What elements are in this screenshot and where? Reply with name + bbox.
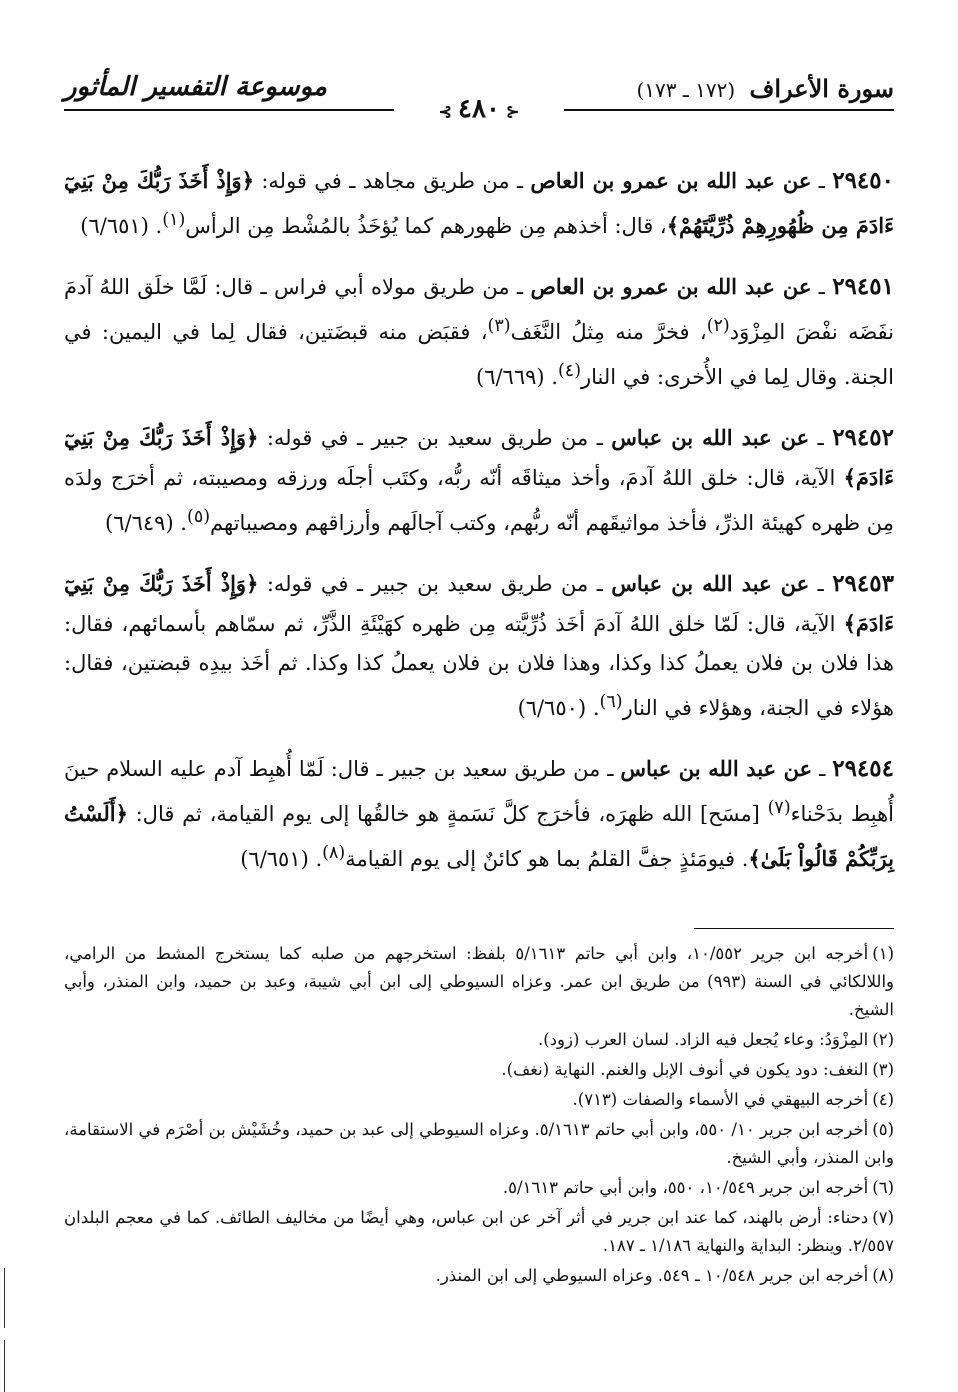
hadith-entry (64, 267, 894, 397)
footnote-divider (694, 928, 894, 929)
page-header (64, 66, 894, 130)
footnote-label: (٨) (872, 1266, 894, 1285)
entry-text: [مسَح] الله ظهرَه، فأخرَج كلَّ نَسَمةٍ هو خالقُها إلى يوم القيامة، ثم قال: (127, 802, 768, 826)
footnote-ref[interactable]: (٢) (706, 316, 730, 336)
entry-text: ـ من طريق مجاهد ـ في قوله: (254, 169, 531, 193)
footnote-text: أخرجه ابن جرير ١٠/٥٥٢، وابن أبي حاتم ٥/١٦١٣ بلفظ: استخرجهم من صلبه كما يستخرج المشط من الرامي، واللالكائي في السنة (٩٩٣) من طريق ابن عمر. وعزاه السيوطي إلى ابن أبي شيبة، وعبد بن حميد، وابن المنذر، وأبي الشيخ. (64, 944, 894, 1019)
footnote-label: (٢) (872, 1030, 894, 1049)
footnote-label: (٤) (872, 1090, 894, 1109)
footnote (64, 1116, 894, 1172)
footnote-ref[interactable]: (٤) (557, 361, 582, 381)
entry-text: ـ من طريق سعيد بن جبير ـ قال: لَمّا أُهبِط آدم عليه السلام حينَ أُهبِط بدَحْناء (64, 757, 894, 826)
entry-text: ـ من طريق مولاه أبي فراس ـ قال: لَمَّا خلَق اللهُ آدمَ نفَضَه نفْضَ المِزْوَد (64, 275, 895, 344)
entry-narrator: عن عبد الله بن عباس (611, 425, 810, 450)
entry-text: الآية، قال: لَمّا خلق اللهُ آدمَ أخَذ ذُرِّيَّته مِن ظهره كهَيْئَةِ الذَّرِّ، ثم سمّاهم بأسمائهم، فقال: هذا فلان بن فلان يعملُ كذا وكذا، وهذا فلان بن فلان يعملُ كذا وكذا. ثم أخَذ بيدِه قبضتين، فقال: هؤلاء في الجنة، وهؤلاء في النار (64, 612, 894, 720)
entry-source: . (٦/٦٦٩) (476, 365, 558, 389)
entry-text: . فيومَئذٍ جفَّ القلمُ بما هو كائنٌ إلى يوم القيامة (345, 847, 749, 871)
footnote-ref[interactable]: (٥) (186, 507, 211, 527)
footnote (64, 1262, 894, 1290)
footnote (64, 1204, 894, 1260)
entry-dash: ـ (811, 169, 833, 193)
hadith-entry (64, 749, 894, 879)
book-title: موسوعة التفسير المأثور (64, 72, 327, 102)
footnote-ref[interactable]: (١) (162, 210, 186, 230)
footnote (64, 1026, 894, 1054)
footnote-ref[interactable]: (٣) (487, 316, 511, 336)
footnote (64, 1174, 894, 1202)
footnote-text: النغف: دود يكون في أنوف الإبل والغنم. النهاية (نغف). (501, 1060, 869, 1079)
footnote-text: أخرجه ابن جرير ١٠/ ٥٥٠، وابن أبي حاتم ٥/١٦١٣. وعزاه السيوطي إلى عبد بن حميد، وخُشَيْش بن أصْرَم في الاستقامة، وابن المنذر، وأبي الشيخ. (64, 1120, 894, 1167)
entry-text: ، فقبَض منه قبضَتين، فقال لِما في اليمين: في الجنة. وقال لِما في الأُخرى: في النار (64, 320, 894, 389)
footnote-ref[interactable]: (٧) (767, 798, 791, 818)
footnote-label: (٧) (872, 1208, 894, 1227)
entry-narrator: عن عبد الله بن عباس (620, 756, 813, 781)
footnote-ref[interactable]: (٨) (322, 843, 346, 863)
footnote-label: (٣) (872, 1060, 894, 1079)
entry-text: ، فخرَّ منه مِثلُ النَّغَف (510, 320, 707, 344)
footnote-text: المِزْوَدُ: وعاء يُجعل فيه الزاد. لسان العرب (زود). (538, 1030, 869, 1049)
entry-text: الآية، قال: خلق اللهُ آدمَ، وأخذ ميثاقَه أنّه ربُّه، وكتَب أجلَه ورزقه ومصيبته، ثم أخرَج ولدَه مِن ظهره كهيئة الذرِّ، فأخذ مواثيقَهم أنّه ربُّهم، وكتب آجالَهم وأرزاقهم ومصيباتهم (64, 466, 894, 535)
entry-source: . (٦/٦٥٠) (517, 696, 600, 720)
ornament-right-icon: ⊰ (505, 102, 520, 121)
entry-source: . (٦/٦٥١) (240, 847, 323, 871)
footnote-text: دحناء: أرض بالهند، كما عند ابن جرير في أثر آخر عن ابن عباس، وهي أيضًا من مخاليف الطائف. كما في معجم البلدان ٢/٥٥٧. وينظر: البداية والنهاية ١/١٨٦ ـ ١٨٧. (64, 1208, 894, 1255)
footnote (64, 940, 894, 1024)
footnote-text: أخرجه ابن جرير ١٠/٥٤٨ ـ ٥٤٩. وعزاه السيوطي إلى ابن المنذر. (435, 1266, 869, 1285)
surah-name: سورة الأعراف (749, 74, 894, 103)
footnote-text: أخرجه ابن جرير ١٠/٥٤٩، ٥٥٠، وابن أبي حاتم ٥/١٦١٣. (502, 1178, 869, 1197)
entry-dash: ـ (809, 426, 833, 450)
footnote (64, 1056, 894, 1084)
ornament-left-icon: ⊱ (438, 102, 453, 121)
header-rule-left (64, 109, 394, 111)
entry-number: ٢٩٤٥٤ (832, 755, 894, 782)
entry-text: ـ من طريق سعيد بن جبير ـ في قوله: (258, 426, 612, 450)
entry-text: ، قال: أخذهم مِن ظهورهم كما يُؤخَذُ بالمُشْط مِن الرأس (185, 214, 667, 238)
page-number-value: ٤٨٠ (458, 94, 500, 124)
footnotes (64, 940, 894, 1292)
entry-source: . (٦/٦٥١) (80, 214, 163, 238)
main-text (64, 140, 894, 889)
entry-narrator: عن عبد الله بن عمرو بن العاص (530, 274, 812, 299)
entry-number: ٢٩٤٥٠ (832, 167, 894, 194)
entry-dash: ـ (812, 757, 833, 781)
footnote (64, 1086, 894, 1114)
hadith-entry (64, 161, 894, 246)
entry-narrator: عن عبد الله بن عباس (611, 571, 810, 596)
entry-narrator: عن عبد الله بن عمرو بن العاص (530, 168, 812, 193)
scan-edge-line (4, 1268, 5, 1328)
hadith-entry (64, 564, 894, 728)
quran-verse: ﴿أَلَسْتُ بِرَبِّكُمْ قَالُواْ بَلَىٰ﴾ (64, 801, 894, 871)
entry-number: ٢٩٤٥٣ (832, 570, 894, 597)
footnote-label: (١) (872, 944, 895, 963)
entry-number: ٢٩٤٥٢ (832, 424, 894, 451)
entry-number: ٢٩٤٥١ (832, 273, 894, 300)
quran-verse: ﴿وَإِذْ أَخَذَ رَبُّكَ مِنْ بَنِيٓ ءَادَمَ مِن ظُهُورِهِمْ ذُرِّيَّتَهُمْ﴾ (64, 168, 894, 238)
entry-dash: ـ (811, 275, 833, 299)
footnote-ref[interactable]: (٦) (599, 692, 623, 712)
entry-source: . (٦/٦٤٩) (105, 511, 187, 535)
hadith-entry (64, 418, 894, 543)
quran-verse: ﴿وَإِذْ أَخَذَ رَبُّكَ مِنْ بَنِيٓ ءَادَمَ﴾ (64, 571, 894, 636)
footnote-text: أخرجه البيهقي في الأسماء والصفات (٧١٣). (572, 1090, 869, 1109)
scan-edge-line (4, 1340, 5, 1392)
entry-dash: ـ (809, 572, 833, 596)
quran-verse: ﴿وَإِذْ أَخَذَ رَبُّكَ مِنْ بَنِيٓ ءَادَمَ﴾ (64, 425, 894, 490)
footnote-label: (٦) (872, 1178, 894, 1197)
entry-text: ـ من طريق سعيد بن جبير ـ في قوله: (258, 572, 612, 596)
footnote-label: (٥) (872, 1120, 894, 1139)
verse-range: (١٧٢ ـ ١٧٣) (636, 78, 736, 102)
